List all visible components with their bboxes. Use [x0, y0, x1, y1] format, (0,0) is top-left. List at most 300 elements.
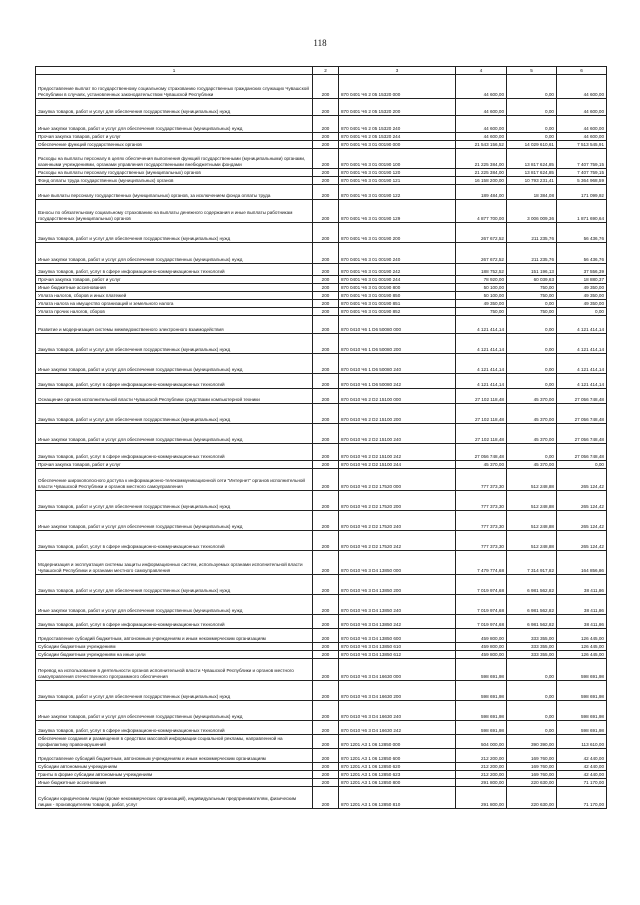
row-approved-amount-cell: 44 600,00: [456, 133, 507, 141]
row-classification-code-cell: 870 0410 Ч6 3 D4 13850 000: [339, 551, 456, 575]
table-row: [36, 461, 607, 469]
row-unexecuted-amount-cell: 38 411,86: [557, 595, 607, 615]
table-row: [36, 185, 607, 200]
row-classification-code-cell: 870 0410 Ч6 2 D2 15100 242: [339, 444, 456, 461]
row-name-cell: Фонд оплаты труда государственных (муниципальных) органов: [36, 177, 313, 185]
row-code-cell: 200: [313, 404, 339, 424]
row-classification-code-cell: 870 0410 Ч6 3 D4 13850 200: [339, 575, 456, 595]
row-name-cell: Предоставление субсидий бюджетным, автономным учреждениям и иным некоммерческим организациям: [36, 629, 313, 643]
row-unexecuted-amount-cell: 49 350,00: [557, 284, 607, 292]
table-row: [36, 308, 607, 316]
row-approved-amount-cell: 598 691,98: [456, 721, 507, 735]
row-executed-amount-cell: 0,00: [507, 133, 557, 141]
row-classification-code-cell: 870 0401 Ч6 3 01 00190 852: [339, 308, 456, 316]
row-code-cell: 200: [313, 223, 339, 243]
row-classification-code-cell: 870 1201 А3 1 06 12850 000: [339, 735, 456, 749]
row-name-cell: Закупка товаров, работ, услуг в сфере информационно-коммуникационных технологий: [36, 615, 313, 629]
row-code-cell: 200: [313, 169, 339, 177]
row-approved-amount-cell: 7 479 774,68: [456, 551, 507, 575]
row-unexecuted-amount-cell: 265 124,42: [557, 491, 607, 511]
row-name-cell: Закупка товаров, работ, услуг в сфере информационно-коммуникационных технологий: [36, 531, 313, 551]
row-classification-code-cell: 870 0410 Ч6 2 D2 17520 000: [339, 469, 456, 491]
table-row: [36, 444, 607, 461]
row-approved-amount-cell: 21 225 384,00: [456, 169, 507, 177]
row-classification-code-cell: 870 0410 Ч6 1 D6 50080 000: [339, 316, 456, 334]
row-executed-amount-cell: 390 390,00: [507, 735, 557, 749]
row-executed-amount-cell: 211 235,76: [507, 243, 557, 264]
table-row: [36, 701, 607, 721]
row-name-cell: Субсидии бюджетным учреждениям: [36, 643, 313, 651]
table-row: [36, 116, 607, 133]
row-name-cell: Субсидии автономным учреждениям: [36, 763, 313, 771]
row-code-cell: 200: [313, 749, 339, 763]
table-row: [36, 615, 607, 629]
column-header: 5: [507, 67, 557, 75]
row-code-cell: 200: [313, 334, 339, 354]
row-approved-amount-cell: 212 200,00: [456, 771, 507, 779]
row-name-cell: Уплата налогов, сборов и иных платежей: [36, 292, 313, 300]
row-unexecuted-amount-cell: 7 407 759,15: [557, 149, 607, 169]
row-name-cell: Субсидии бюджетным учреждениям на иные цели: [36, 651, 313, 659]
row-name-cell: Модернизация и эксплуатация системы защиты информационных систем, используемых органами исполнительной власти Чувашской Республики и органами местного самоуправления: [36, 551, 313, 575]
row-classification-code-cell: 870 0410 Ч6 3 D4 16630 200: [339, 681, 456, 701]
row-unexecuted-amount-cell: 42 440,00: [557, 771, 607, 779]
table-row: [36, 300, 607, 308]
row-approved-amount-cell: 212 200,00: [456, 763, 507, 771]
table-row: [36, 316, 607, 334]
row-approved-amount-cell: 598 691,98: [456, 701, 507, 721]
table-row: [36, 595, 607, 615]
row-classification-code-cell: 870 0401 Ч6 2 05 15320 244: [339, 133, 456, 141]
row-name-cell: Закупка товаров, работ, услуг в сфере информационно-коммуникационных технологий: [36, 264, 313, 276]
table-row: [36, 771, 607, 779]
row-classification-code-cell: 870 0410 Ч6 3 D4 16630 240: [339, 701, 456, 721]
row-executed-amount-cell: 211 235,76: [507, 223, 557, 243]
table-row: [36, 149, 607, 169]
row-unexecuted-amount-cell: 4 121 414,14: [557, 374, 607, 389]
row-code-cell: 200: [313, 200, 339, 223]
row-name-cell: Иные закупки товаров, работ и услуг для обеспечения государственных (муниципальных) нужд: [36, 354, 313, 374]
row-executed-amount-cell: 333 355,00: [507, 643, 557, 651]
row-name-cell: Иные закупки товаров, работ и услуг для обеспечения государственных (муниципальных) нужд: [36, 116, 313, 133]
table-row: [36, 223, 607, 243]
row-unexecuted-amount-cell: 1 871 690,64: [557, 200, 607, 223]
row-approved-amount-cell: 4 877 700,00: [456, 200, 507, 223]
row-classification-code-cell: 870 1201 А3 1 06 12850 800: [339, 779, 456, 787]
row-code-cell: 200: [313, 575, 339, 595]
row-approved-amount-cell: 598 691,98: [456, 659, 507, 681]
row-code-cell: 200: [313, 424, 339, 444]
row-classification-code-cell: 870 0401 Ч6 3 01 00190 242: [339, 264, 456, 276]
row-code-cell: 200: [313, 243, 339, 264]
table-row: [36, 264, 607, 276]
row-code-cell: 200: [313, 779, 339, 787]
row-code-cell: 200: [313, 374, 339, 389]
row-classification-code-cell: 870 1201 А3 1 06 12850 623: [339, 771, 456, 779]
row-classification-code-cell: 870 1201 А3 1 06 12850 810: [339, 787, 456, 809]
row-executed-amount-cell: 151 196,13: [507, 264, 557, 276]
row-approved-amount-cell: 50 100,00: [456, 292, 507, 300]
row-name-cell: Гранты в форме субсидии автономным учреждениям: [36, 771, 313, 779]
row-name-cell: Перевод на использование в деятельности органов исполнительной власти Чувашской Республики и органов местного самоуправления отечественного программного обеспечения: [36, 659, 313, 681]
row-approved-amount-cell: 27 102 118,48: [456, 424, 507, 444]
row-classification-code-cell: 870 0410 Ч6 3 D4 13850 612: [339, 651, 456, 659]
row-name-cell: Закупка товаров, работ и услуг для обеспечения государственных (муниципальных) нужд: [36, 681, 313, 701]
row-name-cell: Расходы на выплаты персоналу государственных (муниципальных) органов: [36, 169, 313, 177]
row-classification-code-cell: 870 0401 Ч6 2 05 15320 200: [339, 99, 456, 116]
row-approved-amount-cell: 777 373,30: [456, 491, 507, 511]
row-unexecuted-amount-cell: 27 056 748,48: [557, 424, 607, 444]
row-name-cell: Иные бюджетные ассигнования: [36, 779, 313, 787]
row-executed-amount-cell: 169 760,00: [507, 763, 557, 771]
table-row: [36, 292, 607, 300]
row-code-cell: 200: [313, 185, 339, 200]
row-unexecuted-amount-cell: 27 056 748,48: [557, 444, 607, 461]
row-classification-code-cell: 870 0410 Ч6 2 D2 17520 242: [339, 531, 456, 551]
table-row: [36, 354, 607, 374]
row-classification-code-cell: 870 0410 Ч6 2 D2 15100 244: [339, 461, 456, 469]
column-header: 2: [313, 67, 339, 75]
row-unexecuted-amount-cell: 126 445,00: [557, 629, 607, 643]
table-row: [36, 735, 607, 749]
row-unexecuted-amount-cell: 126 445,00: [557, 643, 607, 651]
row-unexecuted-amount-cell: 265 124,42: [557, 469, 607, 491]
row-unexecuted-amount-cell: 27 056 748,48: [557, 404, 607, 424]
row-classification-code-cell: 870 1201 А3 1 06 12850 600: [339, 749, 456, 763]
row-code-cell: 200: [313, 300, 339, 308]
row-name-cell: Иные закупки товаров, работ и услуг для обеспечения государственных (муниципальных) нужд: [36, 424, 313, 444]
row-name-cell: Закупка товаров, работ, услуг в сфере информационно-коммуникационных технологий: [36, 374, 313, 389]
table-row: [36, 651, 607, 659]
row-name-cell: Иные бюджетные ассигнования: [36, 284, 313, 292]
row-classification-code-cell: 870 0401 Ч6 3 01 00190 200: [339, 223, 456, 243]
row-unexecuted-amount-cell: 7 513 545,91: [557, 141, 607, 149]
row-code-cell: 200: [313, 308, 339, 316]
row-classification-code-cell: 870 0401 Ч6 3 01 00190 851: [339, 300, 456, 308]
table-row: [36, 551, 607, 575]
row-classification-code-cell: 870 0401 Ч6 3 01 00190 240: [339, 243, 456, 264]
row-executed-amount-cell: 750,00: [507, 308, 557, 316]
page-number: 118: [313, 38, 327, 48]
row-unexecuted-amount-cell: 126 445,00: [557, 651, 607, 659]
row-name-cell: Оснащение органов исполнительной власти Чувашской Республики средствами компьютерной техники: [36, 389, 313, 404]
table-row: [36, 511, 607, 531]
row-executed-amount-cell: 169 760,00: [507, 749, 557, 763]
row-classification-code-cell: 870 0401 Ч6 3 01 00190 120: [339, 169, 456, 177]
row-name-cell: Предоставление выплат по государственному социальному страхованию государственных гражданских служащих Чувашской Республики в случаях, установленных законодательством Чувашской Республики: [36, 75, 313, 99]
row-classification-code-cell: 870 0410 Ч6 1 D6 50080 242: [339, 374, 456, 389]
row-unexecuted-amount-cell: 0,00: [557, 461, 607, 469]
row-approved-amount-cell: 777 373,30: [456, 469, 507, 491]
row-executed-amount-cell: 18 384,08: [507, 185, 557, 200]
row-name-cell: Иные выплаты персоналу государственных (муниципальных) органов, за исключением фонда оплаты труда: [36, 185, 313, 200]
table-row: [36, 787, 607, 809]
row-approved-amount-cell: 750,00: [456, 308, 507, 316]
row-unexecuted-amount-cell: 598 691,98: [557, 701, 607, 721]
row-classification-code-cell: 870 1201 А3 1 06 12850 620: [339, 763, 456, 771]
row-code-cell: 200: [313, 595, 339, 615]
row-classification-code-cell: 870 0401 Ч6 3 01 00190 100: [339, 149, 456, 169]
row-approved-amount-cell: 267 672,52: [456, 223, 507, 243]
row-classification-code-cell: 870 0410 Ч6 3 D4 16630 242: [339, 721, 456, 735]
row-name-cell: Закупка товаров, работ, услуг в сфере информационно-коммуникационных технологий: [36, 444, 313, 461]
row-unexecuted-amount-cell: 598 691,98: [557, 681, 607, 701]
row-unexecuted-amount-cell: 42 440,00: [557, 749, 607, 763]
table-row: [36, 169, 607, 177]
row-approved-amount-cell: 7 019 974,68: [456, 575, 507, 595]
row-code-cell: 200: [313, 264, 339, 276]
row-executed-amount-cell: 0,00: [507, 99, 557, 116]
row-classification-code-cell: 870 0401 Ч6 3 01 00190 244: [339, 276, 456, 284]
row-executed-amount-cell: 0,00: [507, 681, 557, 701]
row-name-cell: Закупка товаров, работ и услуг для обеспечения государственных (муниципальных) нужд: [36, 491, 313, 511]
row-approved-amount-cell: 267 672,52: [456, 243, 507, 264]
row-classification-code-cell: 870 0401 Ч6 3 01 00190 850: [339, 292, 456, 300]
column-header: 3: [339, 67, 456, 75]
row-executed-amount-cell: 0,00: [507, 300, 557, 308]
row-unexecuted-amount-cell: 18 880,37: [557, 276, 607, 284]
table-row: [36, 284, 607, 292]
row-executed-amount-cell: 0,00: [507, 701, 557, 721]
row-code-cell: 200: [313, 701, 339, 721]
row-executed-amount-cell: 0,00: [507, 75, 557, 99]
row-code-cell: 200: [313, 651, 339, 659]
row-executed-amount-cell: 6 981 562,82: [507, 615, 557, 629]
row-unexecuted-amount-cell: 49 350,00: [557, 292, 607, 300]
row-name-cell: Прочая закупка товаров, работ и услуг: [36, 133, 313, 141]
row-executed-amount-cell: 60 039,63: [507, 276, 557, 284]
row-approved-amount-cell: 27 056 748,48: [456, 444, 507, 461]
row-code-cell: 200: [313, 491, 339, 511]
row-code-cell: 200: [313, 141, 339, 149]
row-code-cell: 200: [313, 787, 339, 809]
table-row: [36, 659, 607, 681]
row-code-cell: 200: [313, 469, 339, 491]
row-classification-code-cell: 870 0410 Ч6 2 D2 15100 000: [339, 389, 456, 404]
table-row: [36, 681, 607, 701]
row-executed-amount-cell: 0,00: [507, 116, 557, 133]
row-code-cell: 200: [313, 276, 339, 284]
table-row: [36, 177, 607, 185]
row-executed-amount-cell: 3 006 009,36: [507, 200, 557, 223]
row-classification-code-cell: 870 0401 Ч6 3 01 00190 122: [339, 185, 456, 200]
row-approved-amount-cell: 21 543 156,52: [456, 141, 507, 149]
row-classification-code-cell: 870 0401 Ч6 3 01 00190 000: [339, 141, 456, 149]
row-code-cell: 200: [313, 721, 339, 735]
column-header: 1: [36, 67, 313, 75]
row-approved-amount-cell: 777 373,30: [456, 531, 507, 551]
row-approved-amount-cell: 504 000,00: [456, 735, 507, 749]
row-unexecuted-amount-cell: 4 121 414,14: [557, 354, 607, 374]
row-approved-amount-cell: 44 600,00: [456, 116, 507, 133]
row-code-cell: 200: [313, 531, 339, 551]
table-row: [36, 334, 607, 354]
row-approved-amount-cell: 4 121 414,14: [456, 316, 507, 334]
row-unexecuted-amount-cell: 5 364 968,59: [557, 177, 607, 185]
row-name-cell: Прочая закупка товаров, работ и услуг: [36, 276, 313, 284]
row-code-cell: 200: [313, 763, 339, 771]
row-unexecuted-amount-cell: 265 124,42: [557, 531, 607, 551]
row-approved-amount-cell: 598 691,98: [456, 681, 507, 701]
row-unexecuted-amount-cell: 49 350,00: [557, 300, 607, 308]
row-executed-amount-cell: 220 630,00: [507, 787, 557, 809]
row-code-cell: 200: [313, 99, 339, 116]
row-name-cell: Субсидии юридическим лицам (кроме некоммерческих организаций), индивидуальным предпринимателям, физическим лицам - производителям товаров, работ, услуг: [36, 787, 313, 809]
row-classification-code-cell: 870 0410 Ч6 3 D4 16630 000: [339, 659, 456, 681]
row-unexecuted-amount-cell: 7 407 759,15: [557, 169, 607, 177]
row-approved-amount-cell: 27 102 118,48: [456, 404, 507, 424]
table-row: [36, 133, 607, 141]
row-approved-amount-cell: 4 121 414,14: [456, 354, 507, 374]
row-approved-amount-cell: 459 800,00: [456, 651, 507, 659]
row-executed-amount-cell: 0,00: [507, 354, 557, 374]
row-classification-code-cell: 870 0410 Ч6 2 D2 15100 200: [339, 404, 456, 424]
row-approved-amount-cell: 189 484,00: [456, 185, 507, 200]
row-code-cell: 200: [313, 292, 339, 300]
row-approved-amount-cell: 78 920,00: [456, 276, 507, 284]
row-classification-code-cell: 870 0410 Ч6 3 D4 13850 610: [339, 643, 456, 651]
row-unexecuted-amount-cell: 171 099,92: [557, 185, 607, 200]
row-executed-amount-cell: 0,00: [507, 659, 557, 681]
row-unexecuted-amount-cell: 42 440,00: [557, 763, 607, 771]
row-code-cell: 200: [313, 149, 339, 169]
row-name-cell: Обеспечение создания и размещения в средствах массовой информации социальной рекламы, направленной на профилактику правонарушений: [36, 735, 313, 749]
row-unexecuted-amount-cell: 4 121 414,14: [557, 316, 607, 334]
row-executed-amount-cell: 0,00: [507, 444, 557, 461]
table-row: [36, 763, 607, 771]
row-name-cell: Закупка товаров, работ и услуг для обеспечения государственных (муниципальных) нужд: [36, 575, 313, 595]
row-approved-amount-cell: 16 158 200,00: [456, 177, 507, 185]
table-row: [36, 424, 607, 444]
row-executed-amount-cell: 750,00: [507, 292, 557, 300]
row-executed-amount-cell: 7 314 917,82: [507, 551, 557, 575]
row-code-cell: 200: [313, 316, 339, 334]
row-unexecuted-amount-cell: 44 600,00: [557, 133, 607, 141]
row-executed-amount-cell: 0,00: [507, 316, 557, 334]
row-name-cell: Прочая закупка товаров, работ и услуг: [36, 461, 313, 469]
row-approved-amount-cell: 7 019 974,68: [456, 615, 507, 629]
row-approved-amount-cell: 291 800,00: [456, 787, 507, 809]
row-executed-amount-cell: 45 370,00: [507, 424, 557, 444]
row-unexecuted-amount-cell: 37 556,39: [557, 264, 607, 276]
table-row: [36, 276, 607, 284]
row-approved-amount-cell: 777 373,30: [456, 511, 507, 531]
row-code-cell: 200: [313, 116, 339, 133]
row-code-cell: 200: [313, 735, 339, 749]
row-classification-code-cell: 870 0410 Ч6 2 D2 17520 240: [339, 511, 456, 531]
row-executed-amount-cell: 0,00: [507, 721, 557, 735]
row-classification-code-cell: 870 0410 Ч6 1 D6 50080 240: [339, 354, 456, 374]
row-approved-amount-cell: 4 121 414,14: [456, 334, 507, 354]
row-unexecuted-amount-cell: 44 600,00: [557, 116, 607, 133]
row-approved-amount-cell: 27 102 118,48: [456, 389, 507, 404]
row-code-cell: 200: [313, 389, 339, 404]
row-name-cell: Уплата налога на имущество организаций и земельного налога: [36, 300, 313, 308]
table-row: [36, 75, 607, 99]
row-executed-amount-cell: 512 248,88: [507, 531, 557, 551]
table-row: [36, 469, 607, 491]
row-unexecuted-amount-cell: 598 691,98: [557, 659, 607, 681]
row-executed-amount-cell: 45 370,00: [507, 389, 557, 404]
table-body: [36, 75, 607, 809]
budget-execution-table: [35, 66, 607, 809]
row-classification-code-cell: 870 0410 Ч6 3 D4 13850 242: [339, 615, 456, 629]
row-approved-amount-cell: 459 800,00: [456, 629, 507, 643]
row-unexecuted-amount-cell: 27 056 748,48: [557, 389, 607, 404]
row-unexecuted-amount-cell: 38 411,86: [557, 575, 607, 595]
row-classification-code-cell: 870 0410 Ч6 3 D4 13850 600: [339, 629, 456, 643]
row-unexecuted-amount-cell: 164 856,86: [557, 551, 607, 575]
table-row: [36, 575, 607, 595]
row-unexecuted-amount-cell: 44 600,00: [557, 75, 607, 99]
table-row: [36, 141, 607, 149]
row-name-cell: Развитие и модернизация системы межведомственного электронного взаимодействия: [36, 316, 313, 334]
row-name-cell: Закупка товаров, работ и услуг для обеспечения государственных (муниципальных) нужд: [36, 334, 313, 354]
row-code-cell: 200: [313, 133, 339, 141]
row-approved-amount-cell: 291 800,00: [456, 779, 507, 787]
row-unexecuted-amount-cell: 0,00: [557, 308, 607, 316]
row-executed-amount-cell: 512 248,88: [507, 469, 557, 491]
column-header: 6: [557, 67, 607, 75]
row-unexecuted-amount-cell: 56 436,76: [557, 243, 607, 264]
row-executed-amount-cell: 45 370,00: [507, 461, 557, 469]
row-unexecuted-amount-cell: 38 411,86: [557, 615, 607, 629]
row-executed-amount-cell: 13 817 624,85: [507, 169, 557, 177]
row-classification-code-cell: 870 0401 Ч6 2 05 15320 240: [339, 116, 456, 133]
row-executed-amount-cell: 512 248,88: [507, 491, 557, 511]
table-row: [36, 243, 607, 264]
row-executed-amount-cell: 0,00: [507, 374, 557, 389]
row-name-cell: Иные закупки товаров, работ и услуг для обеспечения государственных (муниципальных) нужд: [36, 243, 313, 264]
row-classification-code-cell: 870 0410 Ч6 3 D4 13850 240: [339, 595, 456, 615]
row-name-cell: Закупка товаров, работ и услуг для обеспечения государственных (муниципальных) нужд: [36, 99, 313, 116]
row-code-cell: 200: [313, 511, 339, 531]
row-name-cell: Закупка товаров, работ и услуг для обеспечения государственных (муниципальных) нужд: [36, 404, 313, 424]
table-row: [36, 200, 607, 223]
row-unexecuted-amount-cell: 265 124,42: [557, 511, 607, 531]
row-code-cell: 200: [313, 177, 339, 185]
row-name-cell: Иные закупки товаров, работ и услуг для обеспечения государственных (муниципальных) нужд: [36, 701, 313, 721]
row-name-cell: Обеспечение функций государственных органов: [36, 141, 313, 149]
row-executed-amount-cell: 333 355,00: [507, 651, 557, 659]
row-executed-amount-cell: 6 981 562,82: [507, 595, 557, 615]
row-approved-amount-cell: 45 370,00: [456, 461, 507, 469]
row-code-cell: 200: [313, 771, 339, 779]
table-header-row: [36, 67, 607, 75]
row-unexecuted-amount-cell: 44 600,00: [557, 99, 607, 116]
row-code-cell: 200: [313, 284, 339, 292]
table-row: [36, 721, 607, 735]
row-executed-amount-cell: 333 355,00: [507, 629, 557, 643]
row-unexecuted-amount-cell: 71 170,00: [557, 787, 607, 809]
row-classification-code-cell: 870 0410 Ч6 2 D2 15100 240: [339, 424, 456, 444]
row-approved-amount-cell: 4 121 414,14: [456, 374, 507, 389]
row-executed-amount-cell: 512 248,88: [507, 511, 557, 531]
row-executed-amount-cell: 13 817 624,85: [507, 149, 557, 169]
table-row: [36, 643, 607, 651]
row-approved-amount-cell: 212 200,00: [456, 749, 507, 763]
row-executed-amount-cell: 220 630,00: [507, 779, 557, 787]
table-row: [36, 491, 607, 511]
table-row: [36, 99, 607, 116]
row-unexecuted-amount-cell: 113 610,00: [557, 735, 607, 749]
row-approved-amount-cell: 49 350,00: [456, 300, 507, 308]
row-name-cell: Уплата прочих налогов, сборов: [36, 308, 313, 316]
row-classification-code-cell: 870 0410 Ч6 1 D6 50080 200: [339, 334, 456, 354]
row-name-cell: Расходы на выплаты персоналу в целях обеспечения выполнения функций государственными (муниципальными) органами, казенными учреждениями, органами управления государственными внебюджетными фондами: [36, 149, 313, 169]
row-code-cell: 200: [313, 629, 339, 643]
row-name-cell: Иные закупки товаров, работ и услуг для обеспечения государственных (муниципальных) нужд: [36, 511, 313, 531]
